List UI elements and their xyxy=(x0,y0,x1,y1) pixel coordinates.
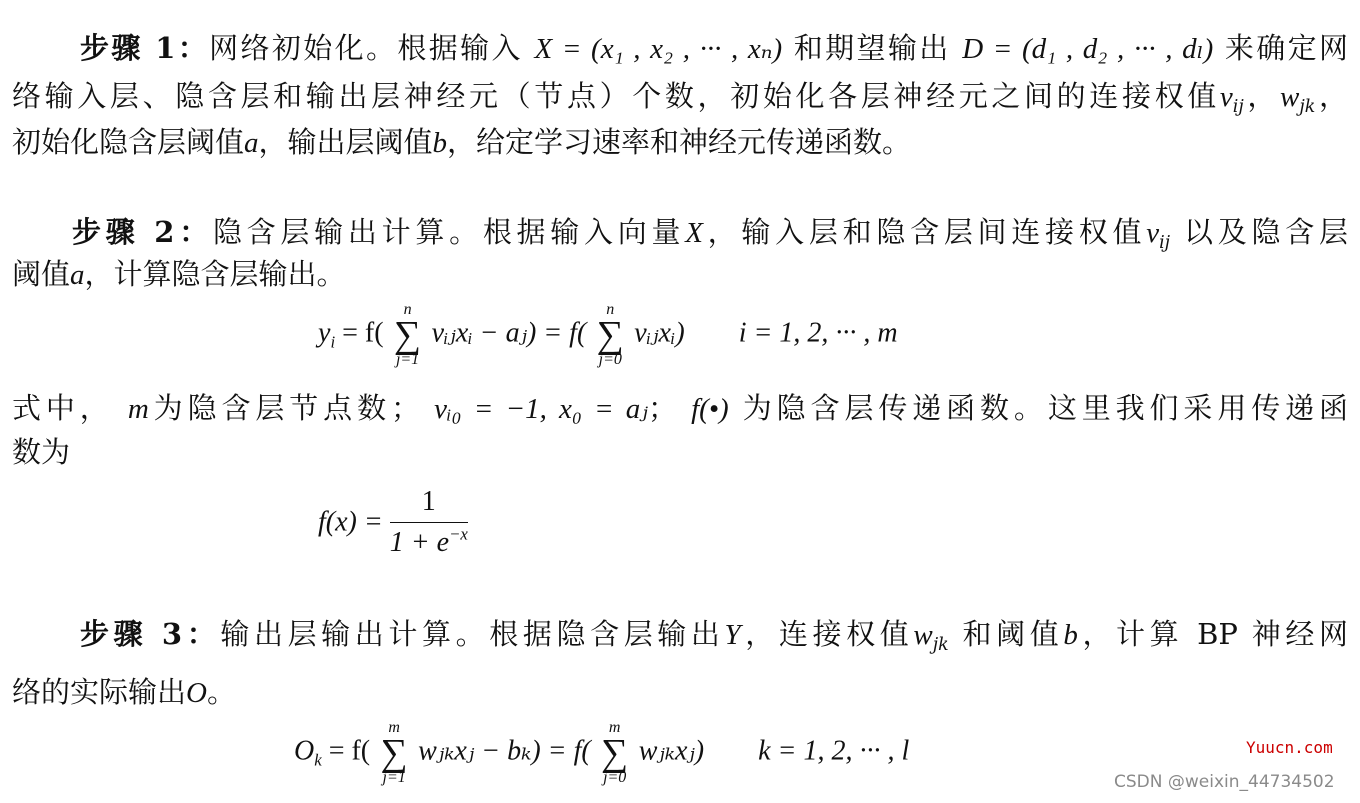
formula-lhs: O xyxy=(294,735,315,767)
weight-v: v xyxy=(1219,81,1233,113)
sym-b: b xyxy=(432,127,448,159)
step3-label: 步骤 3： xyxy=(80,617,221,651)
sum-top: n xyxy=(403,301,412,318)
note-c: ； xyxy=(647,391,677,425)
weight-w-sub: jk xyxy=(1299,97,1316,118)
step3-line1 xyxy=(80,614,1348,655)
note-math: vᵢ₀ = −1, x₀ = aⱼ xyxy=(434,393,648,425)
step2-line2-text: 阈值 xyxy=(12,257,71,291)
step3-text: 输出层输出计算。根据隐含层输出 xyxy=(220,617,725,651)
sum-bottom: j=0 xyxy=(603,769,627,786)
denominator-text: 1 + e xyxy=(389,527,450,558)
output-formula xyxy=(294,720,909,786)
step2-line2-end: ，计算隐含层输出。 xyxy=(84,257,346,291)
sep: ， xyxy=(1243,79,1281,113)
note-d: 为隐含层传递函数。这里我们采用传递函 xyxy=(742,391,1349,425)
formula-body1: wⱼₖxⱼ − bₖ) = f( xyxy=(418,735,591,767)
formula-lhs-sub: k xyxy=(314,750,322,770)
weight-w-sub: jk xyxy=(932,635,949,656)
step1-line3 xyxy=(12,122,1348,163)
formula-range: i = 1, 2, ··· , m xyxy=(738,317,898,349)
sum-bottom: j=1 xyxy=(382,769,406,786)
csdn-watermark: CSDN @weixin_44734502 xyxy=(1114,772,1335,792)
step3-text-mid2: 和阈值 xyxy=(962,617,1064,651)
fraction-numerator: 1 xyxy=(390,486,468,523)
sym-b: b xyxy=(1063,619,1078,651)
yuucn-watermark: Yuucn.com xyxy=(1246,738,1333,757)
sym-Y: Y xyxy=(724,619,741,651)
step2-text: 隐含层输出计算。根据输入向量 xyxy=(212,215,686,249)
step2-note-line2: 数为 xyxy=(12,435,71,469)
note-a: 式中， xyxy=(12,391,114,425)
sum-symbol: m ∑ j=1 xyxy=(377,720,411,786)
sym-X: X xyxy=(685,217,703,249)
step3-line2-end: 。 xyxy=(206,675,236,709)
sym-O: O xyxy=(186,677,207,709)
step2-label: 步骤 2： xyxy=(72,215,213,249)
step1-line2-text: 络输入层、隐含层和输出层神经元（节点）个数，初始化各层神经元之间的连接权值 xyxy=(12,79,1220,113)
step3-line2-text: 络的实际输出 xyxy=(12,675,187,709)
step1-line1 xyxy=(80,28,1348,69)
step2-line1 xyxy=(72,212,1348,253)
weight-v-sub: ij xyxy=(1232,97,1244,118)
step3-text-end: ，计算 BP 神经网 xyxy=(1077,617,1348,651)
fraction-denominator xyxy=(390,523,468,559)
step1-text-end: 来确定网 xyxy=(1224,31,1348,65)
denominator-exponent: −x xyxy=(449,524,468,544)
formula-f: = f( xyxy=(328,735,371,767)
sym-a: a xyxy=(70,259,85,291)
sum-symbol: n ∑ j=0 xyxy=(593,302,627,368)
formula-lhs-sub: i xyxy=(330,332,336,352)
formula-f: = f( xyxy=(342,317,384,349)
step1-line3-a: 初始化隐含层阈值 xyxy=(12,125,245,159)
formula-lhs: y xyxy=(318,317,331,349)
weight-v-sub: ij xyxy=(1159,233,1171,254)
formula-body1: vᵢⱼxᵢ − aⱼ) = f( xyxy=(431,317,587,349)
step1-input-vector: X = (x₁ , x₂ , ··· , xₙ) xyxy=(534,33,783,65)
sym-m: m xyxy=(127,393,149,425)
note-f: f(•) xyxy=(691,393,729,425)
weight-w: w xyxy=(913,619,933,651)
step1-text: 网络初始化。根据输入 xyxy=(209,31,523,65)
formula-body2: wⱼₖxⱼ) xyxy=(638,735,705,767)
sum-top: m xyxy=(608,719,621,736)
step1-line3-b: ，输出层阈值 xyxy=(258,125,433,159)
transfer-function-formula xyxy=(318,486,468,559)
sum-bottom: j=1 xyxy=(395,351,420,368)
hidden-output-formula xyxy=(318,302,898,368)
step1-output-vector: D = (d₁ , d₂ , ··· , dₗ) xyxy=(962,33,1214,65)
fraction xyxy=(390,486,468,559)
step1-line3-end: ，给定学习速率和神经元传递函数。 xyxy=(447,125,912,159)
sum-symbol: n ∑ j=1 xyxy=(391,302,425,368)
sum-top: m xyxy=(388,719,400,736)
step1-line2 xyxy=(12,76,1348,117)
step2-text-end: 以及隐含层 xyxy=(1184,215,1348,249)
sum-symbol: m ∑ j=0 xyxy=(598,720,632,786)
sum-bottom: j=0 xyxy=(598,351,622,368)
sum-top: n xyxy=(606,301,615,318)
step3-text-mid: ，连接权值 xyxy=(740,617,914,651)
sep-end: ， xyxy=(1315,79,1348,113)
formula-body2: vᵢⱼxᵢ) xyxy=(634,317,685,349)
note-b: 为隐含层节点数； xyxy=(148,391,420,425)
step1-text-mid: 和期望输出 xyxy=(793,31,951,65)
step2-note-line1 xyxy=(12,388,1348,429)
sym-a: a xyxy=(244,127,259,159)
step1-label: 步骤 1： xyxy=(80,31,210,65)
weight-v: v xyxy=(1146,217,1160,249)
step3-line2 xyxy=(12,672,1348,713)
weight-w: w xyxy=(1280,81,1300,113)
formula2-lhs: f(x) = xyxy=(318,506,383,538)
step2-text-mid: ，输入层和隐含层间连接权值 xyxy=(702,215,1147,249)
formula-range: k = 1, 2, ··· , l xyxy=(758,735,910,767)
step2-line2 xyxy=(12,254,1348,295)
